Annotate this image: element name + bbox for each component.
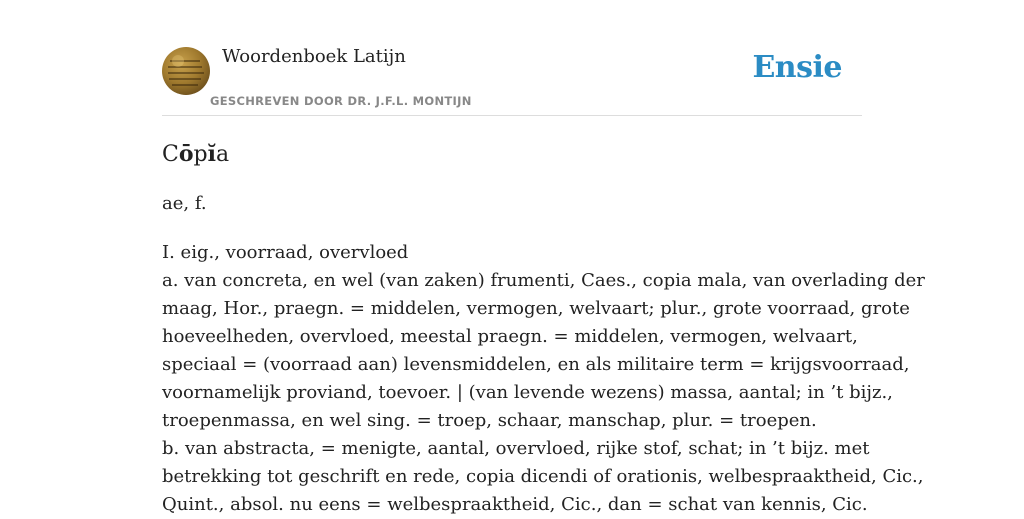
definition-line: betrekking tot geschrift en rede, copia dicendi of orationis, welbespraaktheid, Cic., (162, 466, 924, 487)
entry-definition (162, 239, 925, 519)
ensie-brand-link[interactable]: Ensie (752, 50, 842, 85)
definition-line: Quint., absol. nu eens = welbespraaktheid, Cic., dan = schat van kennis, Cic. (162, 494, 868, 515)
headword-part: p (193, 142, 208, 167)
bronze-inscription-tablet-icon (162, 47, 210, 95)
headword-part: ō (178, 141, 194, 167)
headword-part: C (162, 142, 179, 167)
page-container (162, 0, 925, 515)
headword-part: a (215, 142, 230, 167)
site-header (162, 0, 862, 116)
definition-line: a. van concreta, en wel (van zaken) frumenti, Caes., copia mala, van overlading der (162, 270, 925, 291)
definition-line: b. van abstracta, = menigte, aantal, overvloed, rijke stof, schat; in ’t bijz. met (162, 438, 870, 459)
dictionary-logo-icon[interactable] (162, 47, 210, 95)
definition-line: hoeveelheden, overvloed, meestal praegn. = middelen, vermogen, welvaart, (162, 326, 858, 347)
headword-part: ĭ (207, 141, 216, 167)
definition-line: I. eig., voorraad, overvloed (162, 242, 409, 263)
author-byline: GESCHREVEN DOOR DR. J.F.L. MONTIJN (210, 94, 472, 108)
definition-line: voornamelijk proviand, toevoer. | (van levende wezens) massa, aantal; in ’t bijz., (162, 382, 893, 403)
definition-line: maag, Hor., praegn. = middelen, vermogen, welvaart; plur., grote voorraad, grote (162, 298, 910, 319)
site-title-link[interactable]: Woordenboek Latijn (222, 46, 406, 67)
definition-line: troepenmassa, en wel sing. = troep, schaar, manschap, plur. = troepen. (162, 410, 817, 431)
entry-grammar: ae, f. (162, 193, 207, 214)
definition-line: speciaal = (voorraad aan) levensmiddelen, en als militaire term = krijgsvoorraad, (162, 354, 910, 375)
entry-headword (162, 141, 229, 167)
